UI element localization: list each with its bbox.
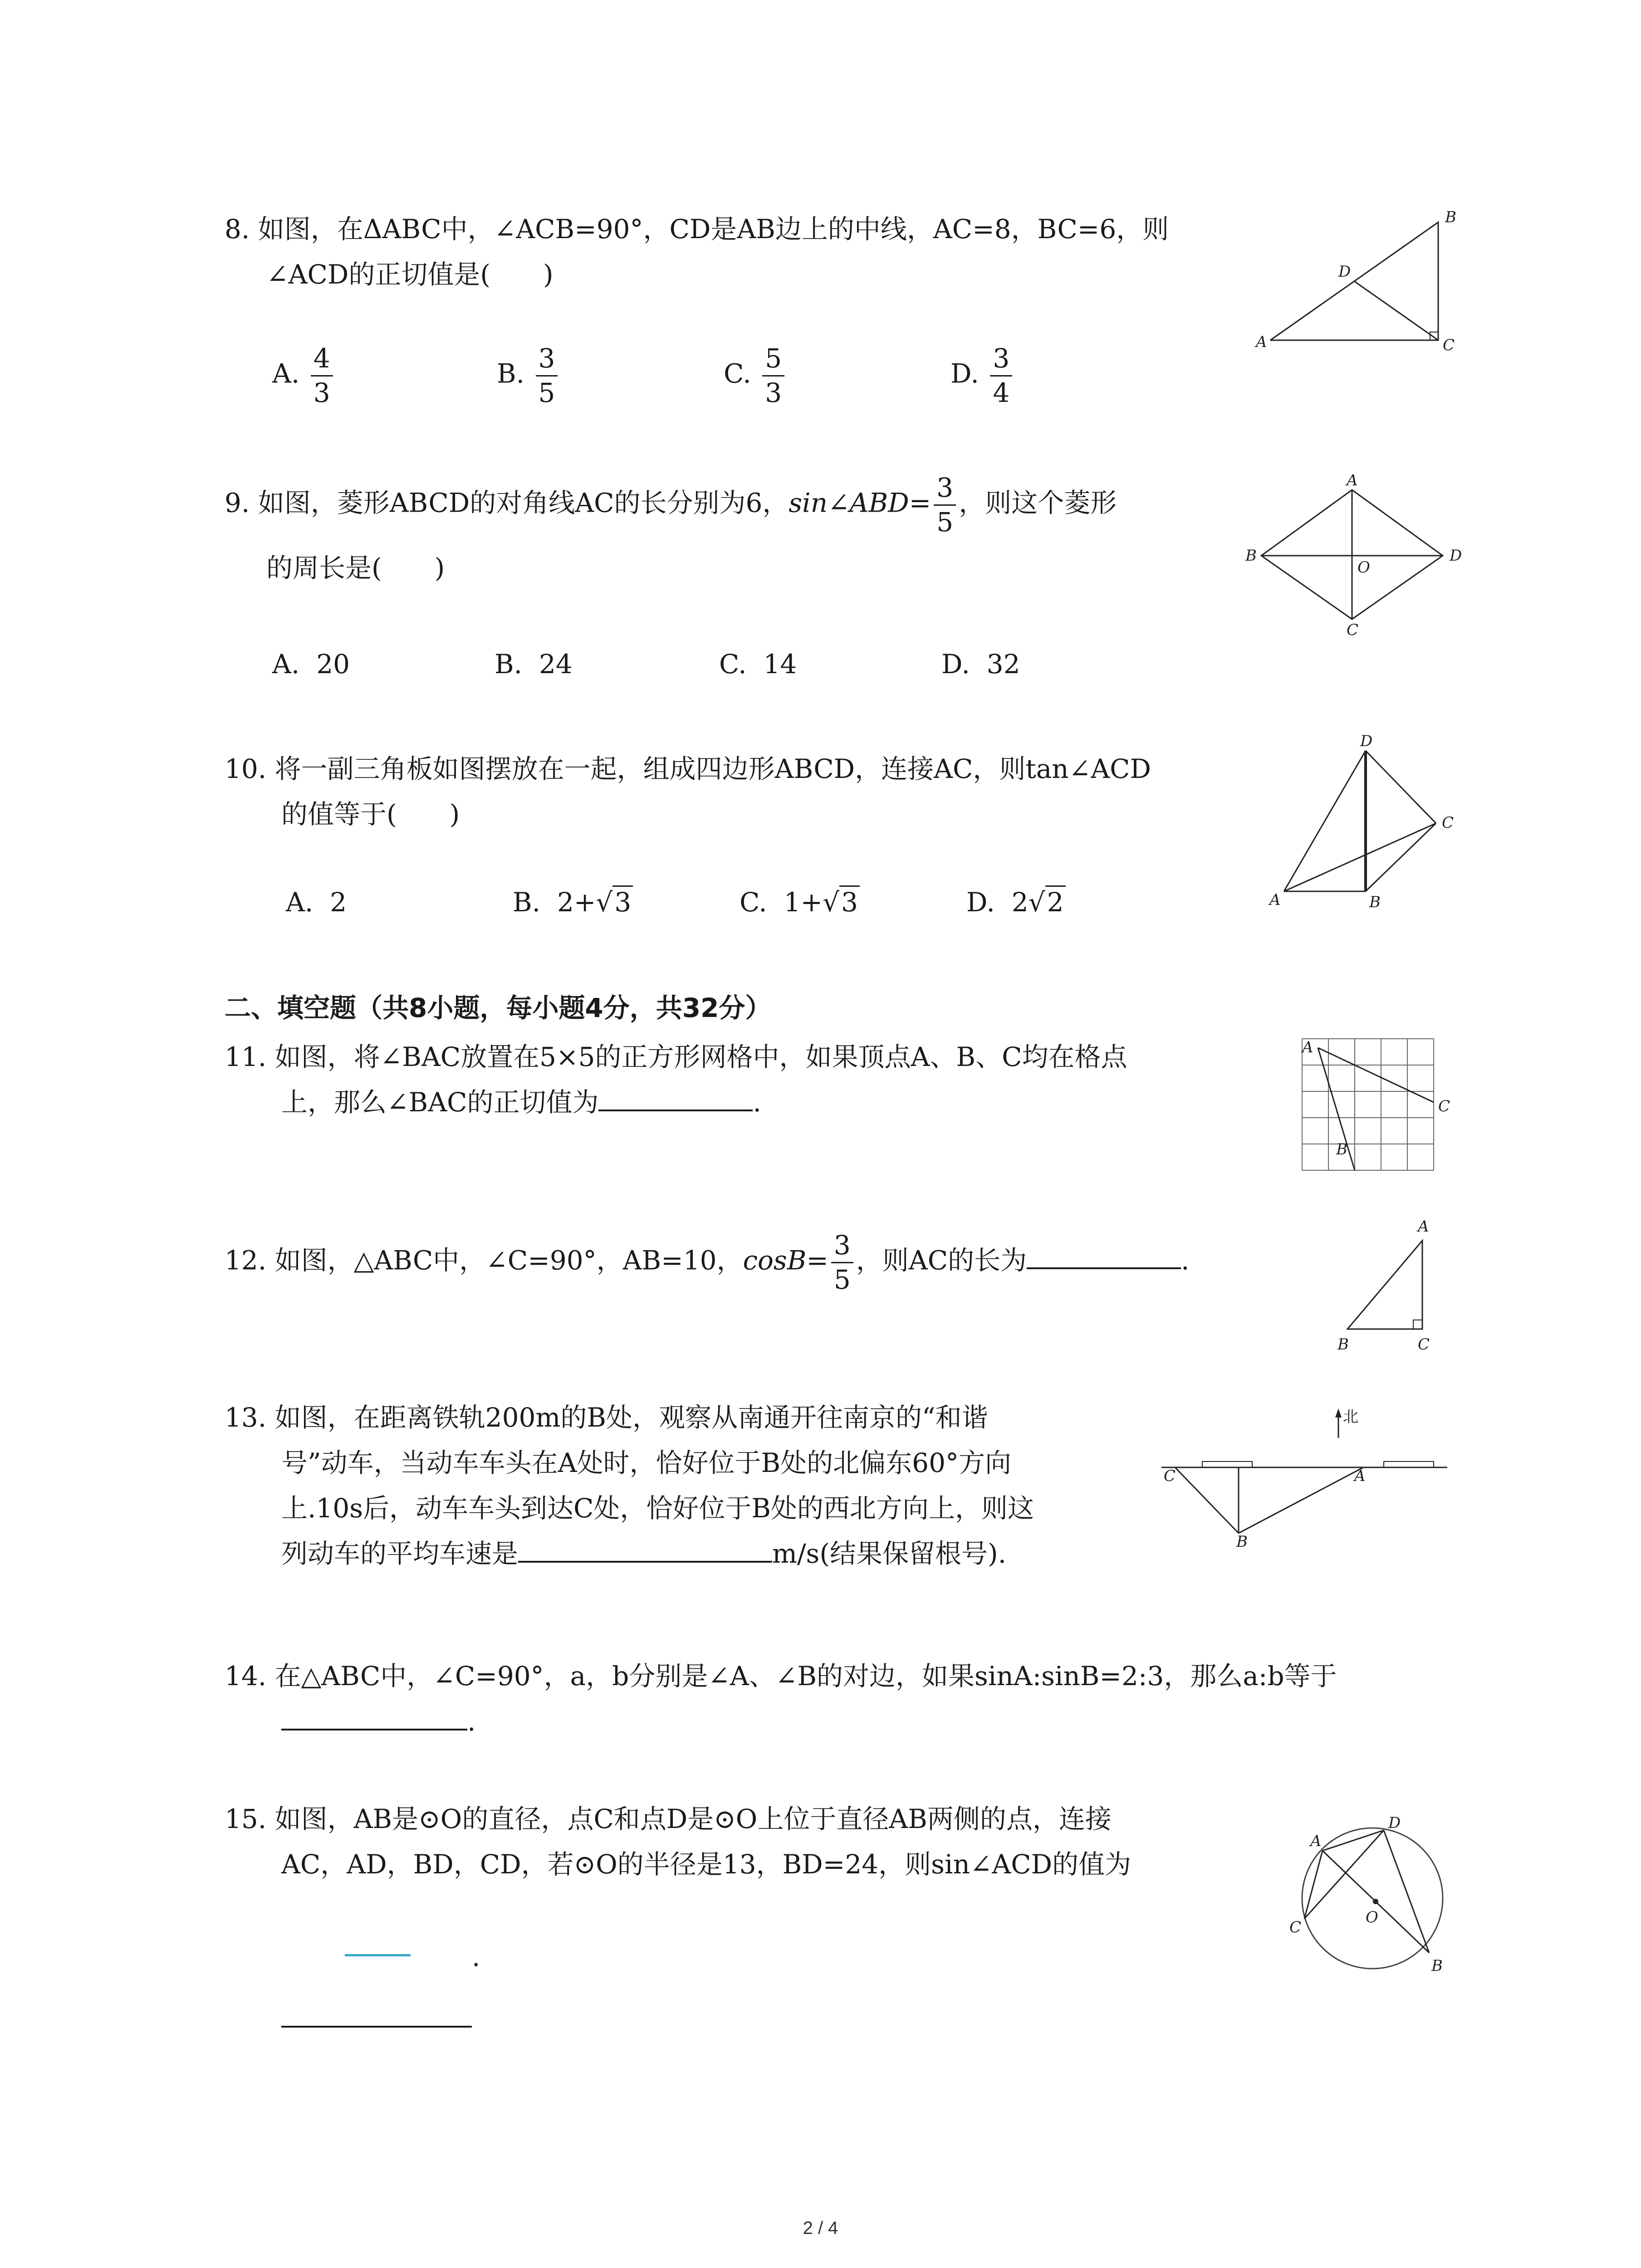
figure-q9-rhombus	[1243, 472, 1470, 640]
option-d[interactable]: D. $\frac{3}{4}$	[950, 345, 1015, 407]
question-12-stem: 12. 如图，△ABC中，∠C=90°，AB=10，cosB= $\frac{3}{5}$ ，则AC的长为 .	[225, 1230, 1190, 1295]
question-14-answer-line: .	[225, 1699, 1450, 1744]
question-10-stem-line-2: 的值等于( )	[281, 799, 460, 830]
label-a: A	[1354, 1467, 1366, 1485]
label-o: O	[1357, 558, 1370, 577]
label-c: C	[1418, 1335, 1430, 1354]
question-13-stem-line-2: 号”动车，当动车车头在A处时，恰好位于B处的北偏东60°方向	[281, 1447, 1011, 1478]
figure-q8-right-triangle	[1252, 204, 1461, 358]
label-c: C	[1289, 1918, 1302, 1936]
figure-q12-svg	[1325, 1209, 1461, 1363]
label-d: D	[1360, 732, 1373, 750]
question-15-period: .	[472, 1941, 480, 1972]
figure-q10-svg	[1266, 732, 1474, 925]
option-c[interactable]: C. 14	[719, 649, 797, 679]
question-9	[225, 474, 1250, 591]
label-b: B	[1431, 1957, 1443, 1975]
option-b[interactable]: B. 24	[495, 649, 573, 679]
question-15	[225, 1796, 1250, 1887]
answer-blank[interactable]	[1027, 1241, 1181, 1269]
question-14-stem: 14. 在△ABC中，∠C=90°，a，b分别是∠A、∠B的对边，如果sinA:sinB=2:3，那么a:b等于	[225, 1661, 1337, 1691]
option-b-fraction: $\frac{3}{5}$	[536, 345, 558, 407]
page-number: 2 / 4	[803, 2218, 838, 2238]
question-10-stem-line-1: 10. 将一副三角板如图摆放在一起，组成四边形ABCD，连接AC，则tan∠ACD	[225, 753, 1151, 784]
question-12	[225, 1232, 1250, 1294]
question-13-stem-line-4: 列动车的平均车速是 m/s(结果保留根号).	[225, 1531, 1177, 1576]
label-c: C	[1164, 1467, 1176, 1485]
label-a: A	[1310, 1832, 1322, 1850]
label-c: C	[1442, 814, 1454, 832]
label-a: A	[1302, 1038, 1313, 1056]
option-c-fraction: $\frac{5}{3}$	[762, 345, 784, 407]
question-12-fraction: $\frac{3}{5}$	[831, 1232, 853, 1294]
option-d[interactable]: D. 32	[941, 649, 1020, 679]
figure-q11-grid	[1293, 1030, 1484, 1184]
option-c[interactable]: C. 1+√3	[740, 887, 860, 918]
option-d[interactable]: D. 2√2	[966, 887, 1066, 918]
label-d: D	[1450, 547, 1462, 565]
north-label: 北	[1343, 1408, 1358, 1426]
label-b: B	[1245, 547, 1257, 565]
option-b[interactable]: B. $\frac{3}{5}$	[497, 345, 560, 407]
option-a[interactable]: A. $\frac{4}{3}$	[272, 345, 336, 407]
question-11-stem-line-1: 11. 如图，将∠BAC放置在5×5的正方形网格中，如果顶点A、B、C均在格点	[225, 1041, 1127, 1072]
label-a: A	[1256, 333, 1267, 351]
figure-q11-svg	[1293, 1030, 1484, 1184]
question-9-fraction: $\frac{3}{5}$	[934, 474, 956, 536]
figure-q15-svg	[1279, 1796, 1461, 1987]
option-b[interactable]: B. 2+√3	[513, 887, 633, 918]
label-d: D	[1388, 1814, 1401, 1832]
label-a: A	[1418, 1217, 1429, 1236]
label-d: D	[1338, 263, 1351, 281]
label-c: C	[1438, 1097, 1450, 1115]
question-14	[225, 1653, 1450, 1744]
label-b: B	[1369, 893, 1381, 911]
option-a[interactable]: A. 2	[286, 887, 347, 918]
question-8-stem-line-2: ∠ACD的正切值是( )	[266, 259, 554, 290]
question-15-stem-line-1: 15. 如图，AB是⊙O的直径，点C和点D是⊙O上位于直径AB两侧的点，连接	[225, 1804, 1112, 1834]
question-9-stem-line-1: 9. 如图，菱形ABCD的对角线AC的长分别为6，sin∠ABD= $\frac{3}{5}$ ，则这个菱形	[225, 472, 1117, 538]
label-a: A	[1269, 891, 1281, 909]
label-o: O	[1366, 1908, 1378, 1926]
question-15-stem-line-2: AC，AD，BD，CD，若⊙O的半径是13，BD=24，则sin∠ACD的值为	[281, 1849, 1132, 1880]
label-c: C	[1443, 336, 1455, 354]
question-10	[225, 746, 1250, 837]
question-8	[225, 206, 1250, 297]
option-d-fraction: $\frac{3}{4}$	[990, 345, 1012, 407]
answer-blank[interactable]	[598, 1083, 753, 1111]
option-a-fraction: $\frac{4}{3}$	[311, 345, 333, 407]
section-fill-in-title: 二、填空题（共8小题，每小题4分，共32分）	[225, 992, 772, 1023]
figure-q12-right-triangle	[1325, 1209, 1461, 1363]
figure-q13-railway	[1152, 1388, 1461, 1551]
figure-q13-svg	[1152, 1388, 1461, 1551]
question-11-stem-line-2: 上，那么∠BAC的正切值为 .	[225, 1080, 1250, 1125]
answer-blank[interactable]	[281, 1702, 467, 1730]
label-b: B	[1336, 1140, 1347, 1158]
question-13-stem-line-1: 13. 如图，在距离铁轨200m的B处，观察从南通开往南京的“和谐	[225, 1402, 988, 1433]
question-15-blue-mark	[345, 1954, 411, 1956]
figure-q10-quadrilateral	[1266, 732, 1474, 925]
label-c: C	[1347, 621, 1359, 639]
question-15-answer-blank[interactable]	[281, 1999, 472, 2028]
figure-q9-svg	[1243, 472, 1470, 640]
answer-blank[interactable]	[518, 1535, 772, 1563]
question-13-stem-line-3: 上.10s后，动车车头到达C处，恰好位于B处的西北方向上，则这	[281, 1493, 1034, 1524]
question-13	[225, 1395, 1177, 1576]
figure-q15-circle	[1279, 1796, 1461, 1987]
figure-q8-svg	[1252, 204, 1461, 358]
option-c[interactable]: C. $\frac{5}{3}$	[724, 345, 787, 407]
label-b: B	[1337, 1335, 1349, 1354]
label-a: A	[1347, 471, 1358, 489]
question-11	[225, 1034, 1250, 1125]
question-8-stem-line-1: 8. 如图，在ΔABC中，∠ACB=90°，CD是AB边上的中线，AC=8，BC=6，则	[225, 214, 1169, 244]
option-a[interactable]: A. 20	[272, 649, 350, 679]
label-b: B	[1445, 208, 1456, 226]
label-b: B	[1236, 1533, 1248, 1551]
question-9-stem-line-2: 的周长是( )	[266, 552, 445, 583]
